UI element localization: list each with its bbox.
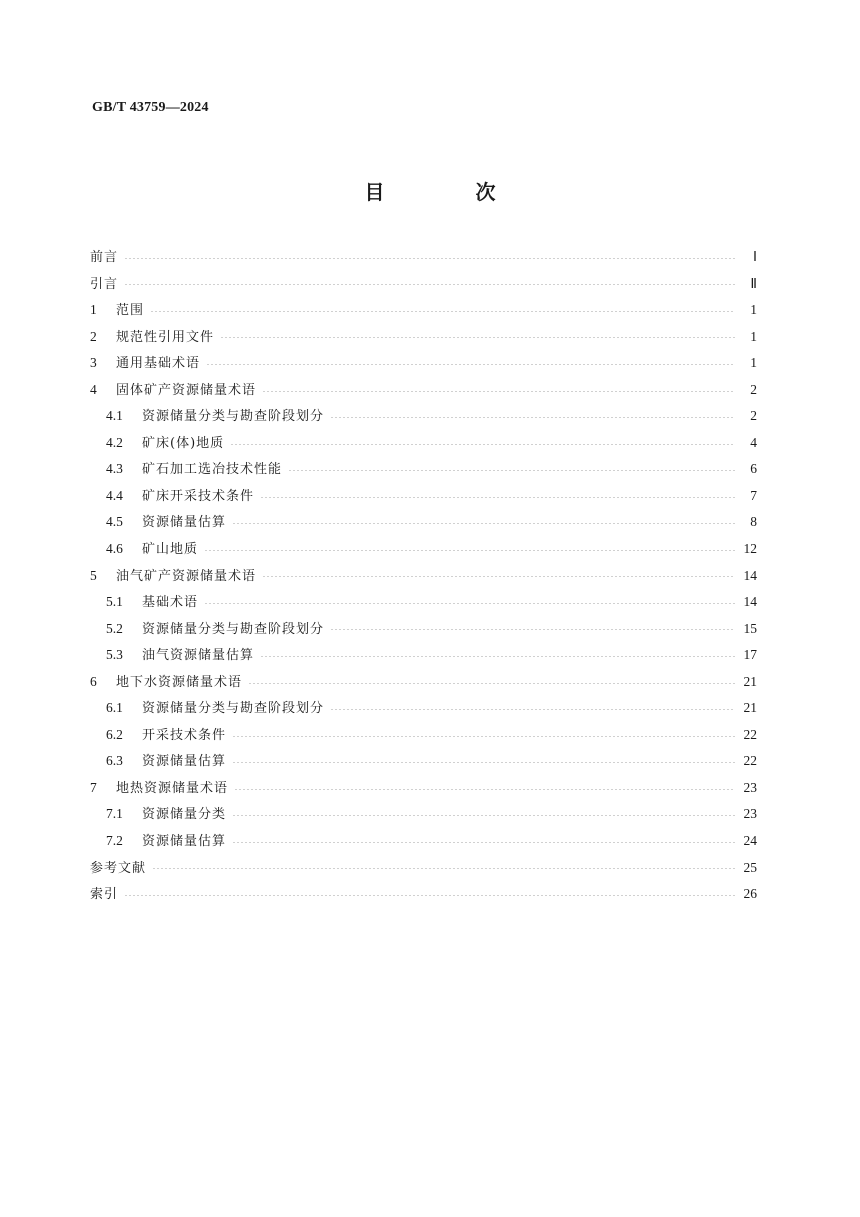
dot-leader [220, 337, 735, 338]
toc-entry[interactable] [90, 271, 757, 298]
toc-entry-number: 5.3 [106, 647, 123, 663]
dot-leader [204, 603, 735, 604]
dot-leader [232, 523, 735, 524]
toc-entry-label: 参考文献 [90, 860, 147, 876]
toc-entry-page: 1 [750, 355, 757, 371]
dot-leader [262, 391, 735, 392]
toc-entry-page: 26 [743, 886, 757, 902]
dot-leader [330, 709, 735, 710]
toc-entry-page: 8 [750, 514, 757, 530]
toc-entry-number: 3 [90, 355, 97, 371]
toc-entry[interactable] [90, 456, 757, 483]
toc-entry-number: 7.2 [106, 833, 123, 849]
toc-entry-number: 4.4 [106, 487, 123, 503]
toc-entry-page: 14 [743, 567, 757, 583]
toc-entry-page: 6 [750, 461, 757, 477]
toc-entry-number: 7 [90, 779, 97, 795]
toc-entry-page: 22 [743, 753, 757, 769]
toc-entry-page: 25 [743, 859, 757, 875]
dot-leader [330, 629, 735, 630]
toc-entry-page: 23 [743, 806, 757, 822]
toc-entry-label: 矿床开采技术条件 [142, 488, 255, 504]
toc-entry[interactable] [90, 509, 757, 536]
dot-leader [288, 470, 735, 471]
toc-entry[interactable] [90, 881, 757, 908]
toc-entry[interactable] [90, 616, 757, 643]
toc-entry-page: 15 [743, 620, 757, 636]
toc-entry-label: 资源储量分类 [142, 807, 227, 823]
dot-leader [204, 550, 735, 551]
dot-leader [232, 815, 735, 816]
toc-entry-number: 4.5 [106, 514, 123, 530]
toc-entry[interactable] [90, 748, 757, 775]
toc-entry-label: 开采技术条件 [142, 727, 227, 743]
toc-entry-label: 资源储量估算 [142, 754, 227, 770]
toc-entry-label: 资源储量分类与勘查阶段划分 [142, 409, 325, 425]
toc-entry-label: 地下水资源储量术语 [116, 674, 243, 690]
dot-leader [206, 364, 735, 365]
toc-entry-page: 24 [743, 833, 757, 849]
dot-leader [124, 895, 735, 896]
toc-entry-number: 4.1 [106, 408, 123, 424]
dot-leader [232, 762, 735, 763]
toc-entry-number: 5 [90, 567, 97, 583]
toc-entry[interactable] [90, 828, 757, 855]
toc-entry-number: 4 [90, 381, 97, 397]
table-of-contents [90, 244, 757, 908]
toc-entry[interactable] [90, 244, 757, 271]
toc-entry-page: 12 [743, 541, 757, 557]
toc-entry-number: 1 [90, 302, 97, 318]
toc-entry[interactable] [90, 483, 757, 510]
dot-leader [152, 868, 735, 869]
toc-entry-label: 矿山地质 [142, 542, 199, 558]
toc-entry-label: 地热资源储量术语 [116, 780, 229, 796]
toc-entry-page: 4 [750, 434, 757, 450]
toc-entry-page: 2 [750, 381, 757, 397]
toc-entry-label: 矿床(体)地质 [142, 435, 225, 451]
toc-entry-number: 4.3 [106, 461, 123, 477]
toc-entry-page: 21 [743, 700, 757, 716]
toc-entry-label: 资源储量分类与勘查阶段划分 [142, 621, 325, 637]
dot-leader [260, 656, 735, 657]
toc-entry[interactable] [90, 642, 757, 669]
toc-entry-label: 前言 [90, 250, 119, 265]
toc-entry-page: 22 [743, 726, 757, 742]
toc-entry-label: 资源储量估算 [142, 515, 227, 531]
toc-entry-page: Ⅱ [750, 275, 757, 291]
toc-entry[interactable] [90, 536, 757, 563]
toc-entry[interactable] [90, 695, 757, 722]
toc-entry-number: 5.2 [106, 620, 123, 636]
toc-entry[interactable] [90, 775, 757, 802]
toc-entry[interactable] [90, 297, 757, 324]
toc-entry-page: 1 [750, 328, 757, 344]
toc-entry[interactable] [90, 669, 757, 696]
dot-leader [150, 311, 735, 312]
toc-entry[interactable] [90, 855, 757, 882]
toc-entry-page: 2 [750, 408, 757, 424]
toc-entry-number: 6 [90, 673, 97, 689]
standard-number: GB/T 43759—2024 [92, 100, 209, 115]
toc-entry-number: 4.6 [106, 541, 123, 557]
toc-entry-label: 资源储量估算 [142, 834, 227, 850]
toc-entry-label: 通用基础术语 [116, 356, 201, 372]
dot-leader [124, 258, 735, 259]
toc-entry-page: 17 [743, 647, 757, 663]
toc-entry-label: 范围 [116, 303, 145, 319]
toc-entry-page: Ⅰ [753, 249, 757, 264]
toc-entry-label: 资源储量分类与勘查阶段划分 [142, 701, 325, 717]
toc-entry-label: 油气矿产资源储量术语 [116, 568, 257, 584]
toc-entry-number: 4.2 [106, 434, 123, 450]
dot-leader [230, 444, 735, 445]
toc-entry[interactable] [90, 722, 757, 749]
toc-entry[interactable] [90, 801, 757, 828]
dot-leader [232, 842, 735, 843]
dot-leader [232, 736, 735, 737]
page-title: 目 次 [364, 180, 538, 204]
toc-entry[interactable] [90, 350, 757, 377]
toc-entry[interactable] [90, 589, 757, 616]
toc-entry-number: 5.1 [106, 594, 123, 610]
toc-entry-page: 7 [750, 487, 757, 503]
toc-entry-label: 规范性引用文件 [116, 329, 215, 345]
dot-leader [248, 683, 735, 684]
toc-entry-number: 6.2 [106, 726, 123, 742]
toc-entry-label: 基础术语 [142, 595, 199, 611]
toc-entry[interactable] [90, 324, 757, 351]
toc-entry[interactable] [90, 430, 757, 457]
toc-entry[interactable] [90, 563, 757, 590]
toc-entry-number: 6.1 [106, 700, 123, 716]
toc-entry-page: 23 [743, 779, 757, 795]
toc-entry-label: 矿石加工选冶技术性能 [142, 462, 283, 478]
toc-entry-page: 1 [750, 302, 757, 318]
dot-leader [330, 417, 735, 418]
toc-entry[interactable] [90, 403, 757, 430]
toc-entry-number: 7.1 [106, 806, 123, 822]
toc-entry-number: 6.3 [106, 753, 123, 769]
toc-entry-label: 油气资源储量估算 [142, 648, 255, 664]
toc-entry-label: 索引 [90, 887, 119, 903]
toc-entry-page: 14 [743, 594, 757, 610]
toc-entry-label: 固体矿产资源储量术语 [116, 382, 257, 398]
toc-entry-label: 引言 [90, 276, 119, 292]
dot-leader [260, 497, 735, 498]
toc-entry-page: 21 [743, 673, 757, 689]
dot-leader [234, 789, 735, 790]
dot-leader [124, 284, 735, 285]
toc-entry-number: 2 [90, 328, 97, 344]
dot-leader [262, 576, 735, 577]
toc-entry[interactable] [90, 377, 757, 404]
